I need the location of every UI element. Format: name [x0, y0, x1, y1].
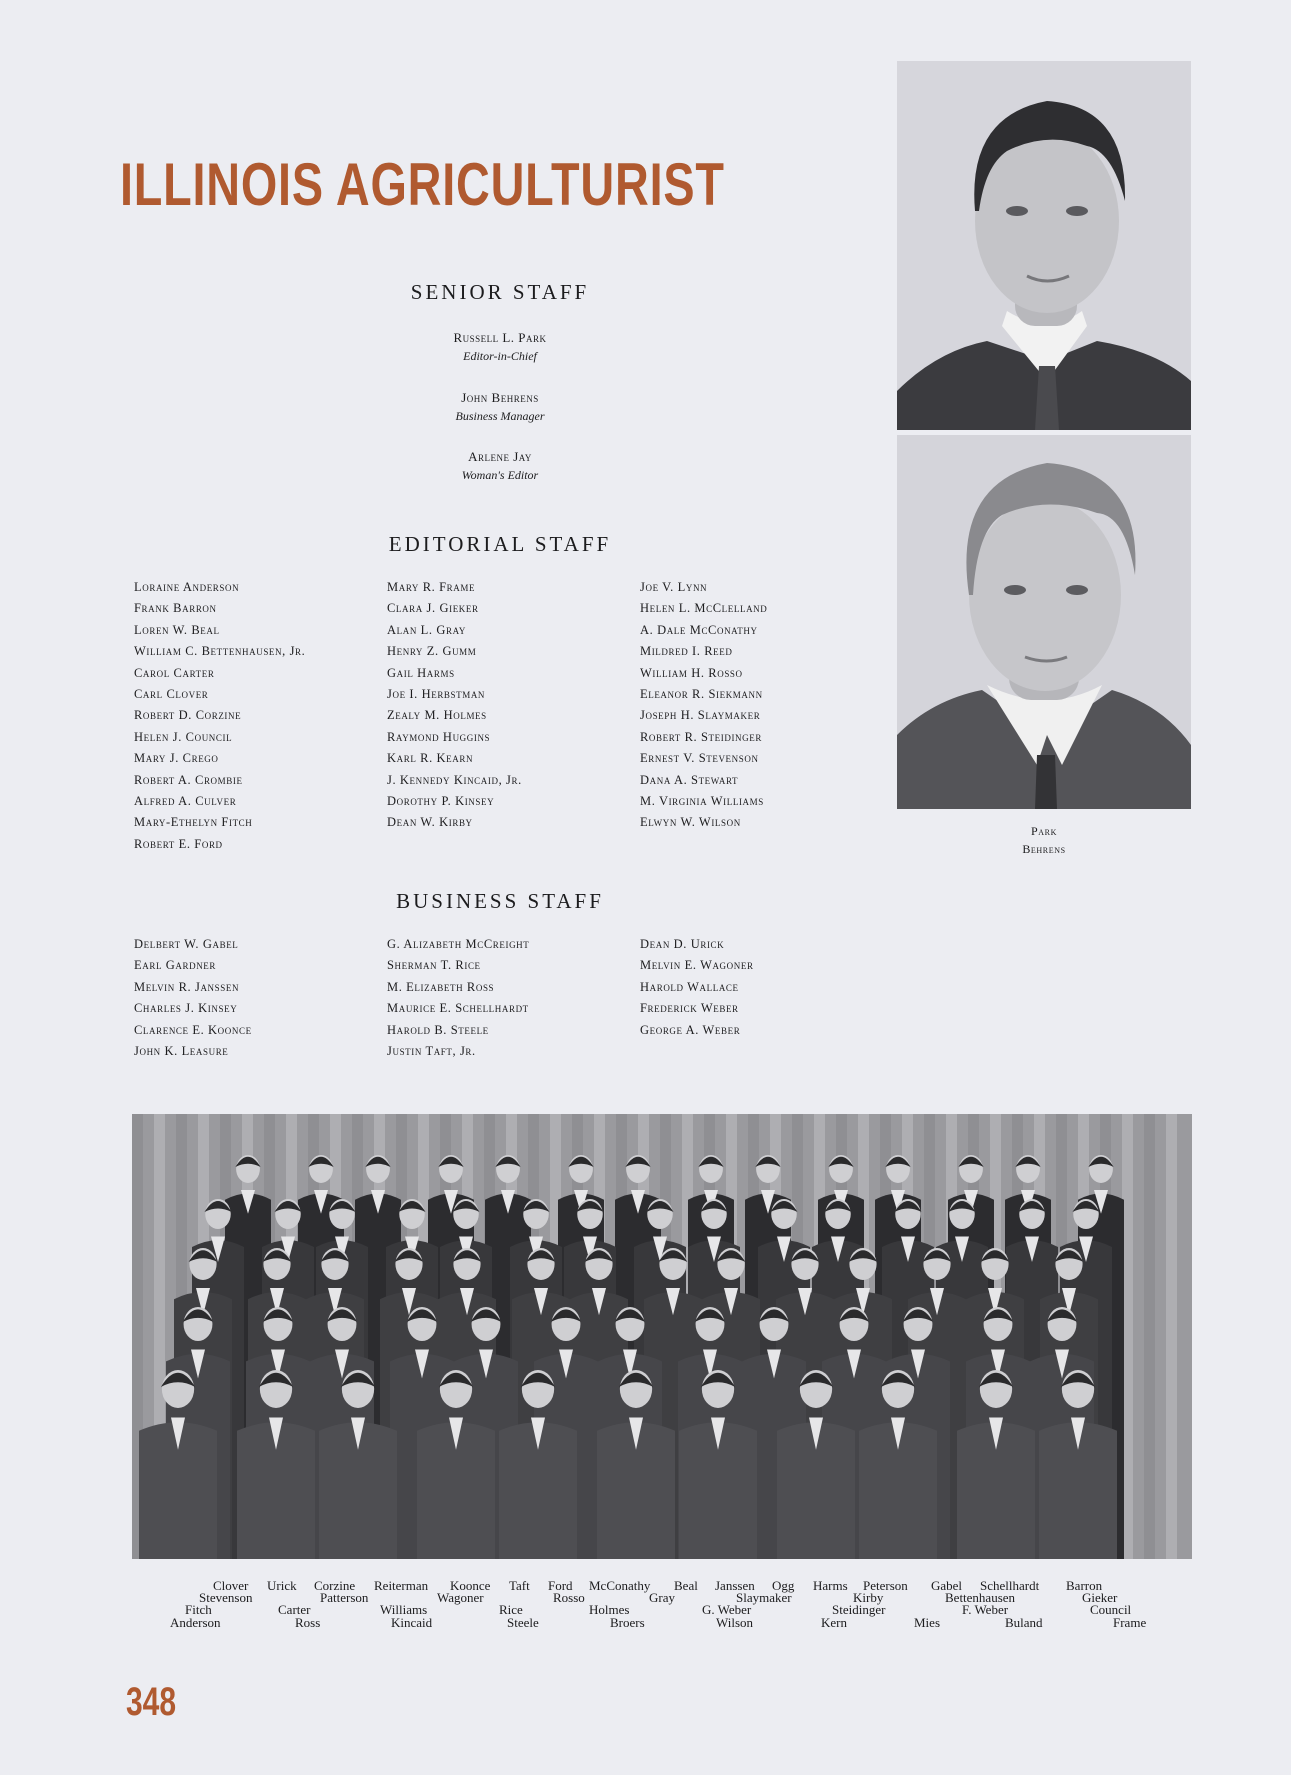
- member-role: Editor-in-Chief: [463, 349, 537, 363]
- staff-name: Dana A. Stewart: [640, 772, 739, 787]
- staff-name: Loraine Anderson: [134, 580, 240, 594]
- caption-name: Ross: [295, 1615, 321, 1630]
- caption-name: Fitch: [185, 1602, 212, 1617]
- member-name: Arlene Jay: [468, 449, 532, 464]
- caption-name: Rosso: [553, 1590, 585, 1605]
- caption-name: Corzine: [314, 1578, 356, 1593]
- staff-name: Helen L. McClelland: [640, 601, 768, 616]
- staff-name: Earl Gardner: [134, 958, 216, 973]
- editorial-col-2: [387, 577, 522, 834]
- caption-name: Gieker: [1082, 1590, 1118, 1605]
- staff-name: Joseph H. Slaymaker: [640, 708, 761, 723]
- caption-name: Taft: [509, 1578, 530, 1593]
- caption-name: Koonce: [450, 1578, 491, 1593]
- group-photo: [132, 1114, 1192, 1559]
- caption-name: Stevenson: [199, 1590, 253, 1605]
- staff-name: Robert D. Corzine: [134, 708, 242, 723]
- member-role: Business Manager: [455, 409, 545, 423]
- caption-name: Steele: [507, 1615, 539, 1630]
- editorial-col-3: [640, 577, 767, 834]
- staff-name: Alfred A. Culver: [134, 793, 237, 808]
- editorial-staff-heading: EDITORIAL STAFF: [388, 532, 612, 556]
- caption-name: Schellhardt: [980, 1578, 1040, 1593]
- portrait-photo-park: [897, 61, 1191, 430]
- staff-name: Harold Wallace: [640, 979, 739, 994]
- staff-name: Dean W. Kirby: [387, 815, 473, 830]
- staff-name: Henry Z. Gumm: [387, 644, 477, 659]
- staff-name: Clarence E. Koonce: [134, 1022, 252, 1037]
- business-col-3: [640, 934, 754, 1041]
- caption-name: Slaymaker: [736, 1590, 792, 1605]
- staff-name: Justin Taft, Jr.: [387, 1043, 476, 1058]
- staff-name: Carl Clover: [134, 686, 209, 701]
- staff-name: Joe I. Herbstman: [387, 686, 486, 701]
- group-caption-row-4: [150, 1616, 1150, 1629]
- staff-name: A. Dale McConathy: [640, 622, 758, 637]
- caption-name: Bettenhausen: [945, 1590, 1016, 1605]
- staff-name: Eleanor R. Siekmann: [640, 686, 763, 701]
- staff-name: Delbert W. Gabel: [134, 937, 239, 951]
- staff-name: Mary J. Crego: [134, 751, 219, 766]
- staff-name: G. Alizabeth McCreight: [387, 937, 530, 951]
- staff-name: Robert E. Ford: [134, 836, 223, 851]
- business-col-1: [134, 934, 252, 1062]
- caption-name: Kirby: [853, 1590, 884, 1605]
- staff-name: Mildred I. Reed: [640, 644, 733, 659]
- caption-name: Wagoner: [437, 1590, 484, 1605]
- caption-name: Wilson: [716, 1615, 754, 1630]
- staff-name: Alan L. Gray: [387, 622, 466, 637]
- staff-name: J. Kennedy Kincaid, Jr.: [387, 772, 522, 787]
- staff-name: George A. Weber: [640, 1022, 741, 1037]
- staff-name: Karl R. Kearn: [387, 751, 474, 766]
- staff-name: Maurice E. Schellhardt: [387, 1001, 529, 1016]
- staff-name: Mary-Ethelyn Fitch: [134, 815, 253, 830]
- staff-name: Raymond Huggins: [387, 729, 491, 744]
- senior-staff-member: [350, 390, 650, 424]
- caption-name: Beal: [674, 1578, 698, 1593]
- caption-name: G. Weber: [702, 1602, 752, 1617]
- staff-name: Carol Carter: [134, 665, 215, 680]
- caption-name: Harms: [813, 1578, 848, 1593]
- caption-name: Kern: [821, 1615, 847, 1630]
- staff-name: Elwyn W. Wilson: [640, 815, 741, 830]
- caption-name: Rice: [499, 1602, 523, 1617]
- staff-name: William C. Bettenhausen, Jr.: [134, 644, 306, 659]
- staff-name: Gail Harms: [387, 665, 455, 680]
- staff-name: Robert R. Steidinger: [640, 729, 762, 744]
- caption-name: Ogg: [772, 1578, 795, 1593]
- caption-name: Peterson: [863, 1578, 908, 1593]
- caption-name: Buland: [1005, 1615, 1043, 1630]
- caption-name: Barron: [1066, 1578, 1103, 1593]
- staff-name: Sherman T. Rice: [387, 958, 481, 973]
- caption-name: Mies: [914, 1615, 940, 1630]
- staff-name: Loren W. Beal: [134, 622, 220, 637]
- business-staff-heading: BUSINESS STAFF: [396, 889, 604, 913]
- staff-name: Mary R. Frame: [387, 580, 476, 594]
- staff-name: Frederick Weber: [640, 1001, 739, 1016]
- caption-name: Gabel: [931, 1578, 963, 1593]
- page-number: 348: [126, 1680, 177, 1724]
- staff-name: Helen J. Council: [134, 729, 233, 744]
- staff-name: Robert A. Crombie: [134, 772, 243, 787]
- caption-name: Holmes: [589, 1602, 630, 1617]
- caption-name: Carter: [278, 1602, 311, 1617]
- caption-name: F. Weber: [962, 1602, 1009, 1617]
- staff-name: Ernest V. Stevenson: [640, 751, 759, 766]
- editorial-col-1: [134, 577, 305, 855]
- staff-name: William H. Rosso: [640, 665, 743, 680]
- staff-name: Dean D. Urick: [640, 937, 725, 951]
- caption-name: Kincaid: [391, 1615, 433, 1630]
- staff-name: Joe V. Lynn: [640, 580, 708, 594]
- caption-name: Janssen: [715, 1578, 755, 1593]
- portrait-caption-line: Park: [1031, 824, 1057, 838]
- business-col-2: [387, 934, 529, 1062]
- portrait-photo-behrens: [897, 435, 1191, 809]
- group-photo-illustration: [132, 1114, 1192, 1559]
- staff-name: M. Virginia Williams: [640, 793, 764, 808]
- senior-staff-member: [350, 330, 650, 364]
- page-title: ILLINOIS AGRICULTURIST: [120, 151, 725, 218]
- caption-name: Steidinger: [832, 1602, 886, 1617]
- caption-name: Urick: [267, 1578, 297, 1593]
- caption-name: Williams: [380, 1602, 428, 1617]
- portrait-caption: [897, 822, 1191, 858]
- caption-name: Council: [1090, 1602, 1132, 1617]
- staff-name: M. Elizabeth Ross: [387, 979, 495, 994]
- caption-name: Ford: [548, 1578, 573, 1593]
- portrait-caption-line: Behrens: [1022, 842, 1066, 856]
- staff-name: John K. Leasure: [134, 1043, 229, 1058]
- caption-name: Clover: [213, 1578, 249, 1593]
- staff-name: Melvin R. Janssen: [134, 979, 240, 994]
- caption-name: Broers: [610, 1615, 645, 1630]
- caption-name: Frame: [1113, 1615, 1147, 1630]
- caption-name: McConathy: [589, 1578, 651, 1593]
- staff-name: Zealy M. Holmes: [387, 708, 487, 723]
- staff-name: Dorothy P. Kinsey: [387, 793, 495, 808]
- caption-name: Gray: [649, 1590, 675, 1605]
- member-role: Woman's Editor: [461, 468, 539, 482]
- staff-name: Melvin E. Wagoner: [640, 958, 754, 973]
- staff-name: Frank Barron: [134, 601, 217, 616]
- staff-name: Clara J. Gieker: [387, 601, 479, 616]
- senior-staff-member: [350, 449, 650, 483]
- caption-name: Patterson: [320, 1590, 369, 1605]
- member-name: John Behrens: [461, 390, 539, 405]
- member-name: Russell L. Park: [453, 330, 547, 345]
- staff-name: Harold B. Steele: [387, 1022, 489, 1037]
- staff-name: Charles J. Kinsey: [134, 1001, 238, 1016]
- caption-name: Anderson: [170, 1615, 221, 1630]
- caption-name: Reiterman: [374, 1578, 429, 1593]
- senior-staff-heading: SENIOR STAFF: [410, 280, 590, 304]
